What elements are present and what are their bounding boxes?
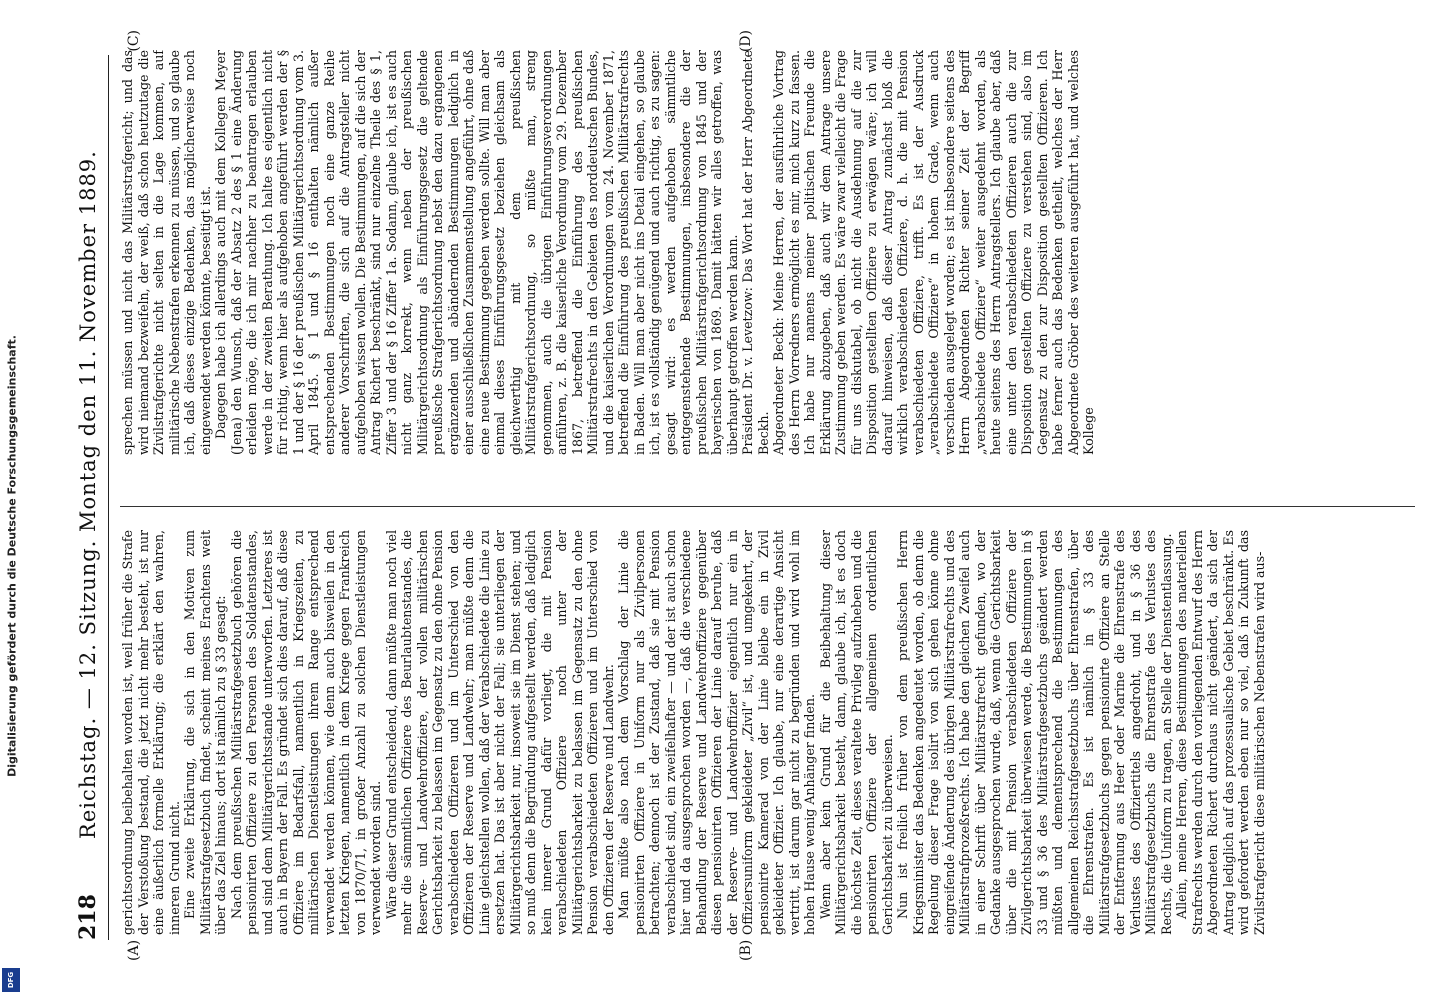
document-page [48, 30, 1432, 965]
paragraph: Abgeordneter Beckh: Meine Herren, der ausführliche Vortrag des Herrn Vorredners ermöglicht es mir, mich kurz zu fassen. Ich habe nur namens meiner politischen Freunde die Erklärung abzugeben, daß auch wir dem Antrage unsere Zustimmung geben werden. Es wäre zwar vielleicht die Frage für uns diskutabel, ob nicht die Ausdehnung auf die zur Disposition gestellten Offiziere zu erwägen wäre; ich will darauf hinweisen, daß dieser Antrag zunächst bloß die wirklich verabschiedeten Offiziere, d. h. die mit Pension verabschiedeten Offiziere, trifft. Es ist der Ausdruck „verabschiedete Offiziere“ in hohem Grade, wenn auch verschieden ausgelegt worden; es ist insbesondere seitens des Herrn Abgeordneten Richter seiner Zeit der Begriff „verabschiedete Offiziere“ weiter ausgedehnt worden, als heute seitens des Herrn Antragstellers. Ich glaube aber, daß eine unter den verabschiedeten Offizieren auch die zur Disposition gestellten Offiziere zu verstehen sind, also im Gegensatz zu den zur Disposition gestellten Offizieren. Ich habe ferner auch das Bedenken getheilt, welches der Herr Abgeordnete Gröber des weiteren ausgeführt hat, und welches Kollege [771, 50, 1096, 455]
margin-marker-c: (C) [126, 30, 142, 52]
page-header [68, 55, 109, 940]
margin-marker-a: (A) [126, 939, 142, 961]
margin-marker-b: (B) [738, 939, 754, 961]
page-number: 218 [75, 894, 101, 940]
paragraph: Wäre dieser Grund entscheidend, dann müßte man noch viel mehr die sämmtlichen Offiziere des Beurlaubtenstandes, die Reserve- und Landwehroffiziere, der vollen militärischen Gerichtsbarkeit zu belassen im Gegensatz zu den ohne Pension verabschiedeten Offizieren und im Unterschied von den Offizieren der Reserve und Landwehr; man müßte denn die Linie gleichstellen wollen, daß der Verabschiedete die Linie zu ersetzen hat. Das ist aber nicht der Fall; sie unterliegen der Militärgerichtsbarkeit nur, insoweit sie im Dienst stehen; und so muß denn die Begründung aufgestellt werden, daß lediglich kein innerer Grund dafür vorliegt, die mit Pension verabschiedeten Offiziere noch unter der Militärgerichtsbarkeit zu belassen im Gegensatz zu den ohne Pension verabschiedeten Offizieren und im Unterschied von den Offizieren der Reserve und Landwehr. [383, 530, 616, 935]
column-divider [120, 506, 1415, 507]
paragraph: sprechen müssen und nicht das Militärstrafgericht; und das wird niemand bezweifeln, der weiß, daß schon heutzutage die Zivilstrafgerichte nicht selten in die Lage kommen, auf militärische Nebenstrafen erkennen zu müssen, und so glaube ich, daß dieses einzige Bedenken, das möglicherweise noch eingewendet werden könnte, beseitigt ist. [120, 50, 213, 455]
paragraph: Nun ist freilich früher von dem preußischen Herrn Kriegsminister das Bedenken angedeutet worden, ob denn die Regelung dieser Frage isolirt von sich gehen könne ohne eingreifende Änderung des übrigen Militärstrafrechts und des Militärstrafprozeßrechts. Ich habe den gleichen Zweifel auch in einer Schrift über Militärstrafrecht gefunden, wo der Gedanke ausgesprochen wurde, daß, wenn die Gerichtsbarkeit über die mit Pension verabschiedeten Offiziere der Zivilgerichtsbarkeit überwiesen werde, die Bestimmungen in § 33 und § 36 des Militärstrafgesetzbuchs geändert werden müßten und dementsprechend die Bestimmungen des allgemeinen Reichsstrafgesetzbuchs über Ehrenstrafen, über die Ehrenstrafen. Es ist nämlich in § 33 des Militärstrafgesetzbuchs gegen pensionirte Offiziere an Stelle der Entfernung aus Heer oder Marine die Ehrenstrafe des Verlustes des Offiziertitels angedroht, und in § 36 des Militärstrafgesetzbuchs die Ehrenstrafe des Verlustes des Rechts, die Uniform zu tragen, an Stelle der Dienstentlassung. [895, 530, 1174, 935]
right-text-column [120, 50, 1415, 455]
paragraph: Man müßte also nach dem Vorschlag der Linie die pensionirten Offiziere in Uniform nur als Zivilpersonen betrachten; dennoch ist der Zustand, daß sie mit Pension verabschiedet sind, ein zweifelhafter — und der ist auch schon hier und da ausgesprochen worden —, daß die verschiedene Behandlung der Reserve und Landwehroffiziere gegenüber diesen pensionirten Offizieren der Linie darauf beruhe, daß der Reserve- und Landwehroffizier eigentlich nur ein in Offiziersuniform gekleideter „Zivil“ ist, und umgekehrt, der pensionirte Kamerad von der Linie bleibe ein in Zivil gekleideter Offizier. Ich glaube, nur eine derartige Ansicht vertritt, ist darum gar nicht zu begründen und wird wohl im hohen Hause wenig Anhänger finden. [616, 530, 817, 935]
paragraph: Eine zweite Erklärung, die sich in den Motiven zum Militärstrafgesetzbuch findet, scheint meines Erachtens weit über das Ziel hinaus; dort ist nämlich zu § 33 gesagt: [182, 530, 228, 935]
paragraph: gerichtsordnung beibehalten worden ist, weil früher die Strafe der Verstoßung bestand, die jetzt nicht mehr besteht, ist nur eine äußerlich formelle Erklärung; die erklärt den wahren, inneren Grund nicht. [120, 530, 182, 935]
paragraph: Dagegen habe ich allerdings auch mit dem Kollegen Meyer (Jena) den Wunsch, daß der Absatz 2 des § 1 eine Änderung erleiden möge, die ich mir nachher zu beantragen erlauben werde in der zweiten Berathung. Ich halte es eigentlich nicht für richtig, wenn hier als aufgehoben angeführt werden der § 1 und der § 16 der preußischen Militärgerichtsordnung vom 3. April 1845. § 1 und § 16 enthalten nämlich außer entsprechenden Bestimmungen noch eine ganze Reihe anderer Vorschriften, die sich auf die Antragsteller nicht aufgehoben wissen wollen. Die Bestimmungen, auf die sich der Antrag Richert beschränkt, sind nur einzelne Theile des § 1, Ziffer 3 und der § 16 Ziffer 1a. Sodann, glaube ich, ist es auch nicht ganz korrekt, wenn neben der preußischen Militärgerichtsordnung als Einführungsgesetz die geltende preußische Strafgerichtsordnung nebst den dazu ergangenen ergänzenden und abändernden Bestimmungen lediglich in einer ausschließlichen Zusammenstellung angeführt, ohne daß eine neue Bestimmung gegeben werden sollte. Will man aber einmal dieses Einführungsgesetz beziehen gleichsam als gleichwerthig mit dem preußischen Militärstrafgerichtsordnung, so müßte man, streng genommen, auch die übrigen Einführungsverordnungen anführen, z. B. die kaiserliche Verordnung vom 29. Dezember 1867, betreffend die Einführung des preußischen Militärstrafrechts in den Gebieten des norddeutschen Bundes, und die kaiserlichen Verordnungen vom 24. November 1871, betreffend die Einführung des preußischen Militärstrafrechts in Baden. Will man aber nicht ins Detail eingehen, so glaube ich, ist es vollständig genügend und auch richtig, es zu sagen: gesagt wird: es werden aufgehoben sämmtliche entgegenstehende Bestimmungen, insbesondere die der preußischen Militärstrafgerichtsordnung von 1845 und der bayerischen von 1869. Damit hätten wir alles getroffen, was überhaupt getroffen werden kann. [213, 50, 740, 455]
paragraph: Nach dem preußischen Militärstrafgesetzbuch gehören die pensionirten Offiziere zu den Personen des Soldatenstandes, und sind dem Militärgerichtsstande unterworfen. Letzteres ist auch in Bayern der Fall. Es gründet sich dies darauf, daß diese Offiziere im Bedarfsfall, namentlich in Kriegszeiten, zu militärischen Dienstleistungen ihrem Range entsprechend verwendet werden können, wie denn auch bisweilen in den letzten Kriegen, namentlich in dem Kriege gegen Frankreich von 1870/71, in großer Anzahl zu solchen Dienstleistungen verwendet worden sind. [228, 530, 383, 935]
digitization-credit: Digitalisierung gefördert durch die Deutsche Forschungsgemeinschaft. [5, 335, 19, 777]
left-text-column [120, 530, 1415, 935]
paragraph: Wenn aber kein Grund für die Beibehaltung dieser Militärgerichtsbarkeit besteht, dann, glaube ich, ist es doch die höchste Zeit, dieses veraltete Privileg aufzuheben und die pensionirten Offiziere der allgemeinen ordentlichen Gerichtsbarkeit zu überweisen. [817, 530, 895, 935]
running-title: Reichstag. — 12. Sitzung. Montag den 11. November 1889. [76, 150, 100, 839]
dfg-logo: DFG [2, 968, 20, 992]
paragraph: Präsident Dr. v. Levetzow: Das Wort hat der Herr Abgeordnete Beckh. [740, 50, 771, 455]
paragraph: Allein, meine Herren, diese Bestimmungen des materiellen Strafrechts werden durch den vorliegenden Entwurf des Herrn Abgeordneten Richert durchaus nicht geändert, da sich der Antrag lediglich auf das prozessualische Gebiet beschränkt. Es wird gefordert werden eben nur so viel, daß in Zukunft das Zivilstrafgericht diese militärischen Nebenstrafen wird aus- [1174, 530, 1267, 935]
margin-marker-d: (D) [738, 30, 754, 53]
